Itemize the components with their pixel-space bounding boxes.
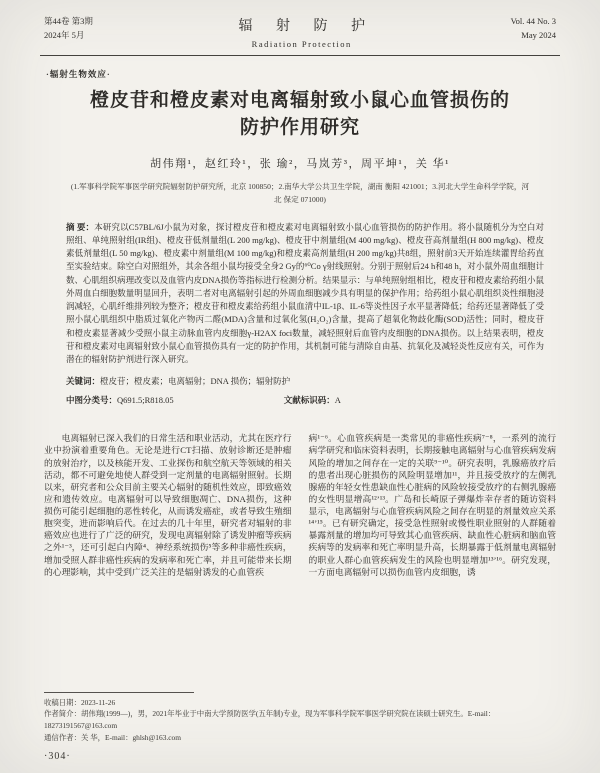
journal-title-cn: 辐 射 防 护 bbox=[238, 19, 375, 34]
header-rule bbox=[40, 55, 560, 56]
body-paragraph-left: 电离辐射已深入我们的日常生活和职业活动，尤其在医疗行业中扮演着重要角色。无论是进行CT扫描、放射诊断还是肿瘤的放射治疗，以及核能开发、工业探伤和航空航天等领域的相关活动，都不可避免地使人群受到一定剂量的电离辐射照射。长期以来，研究者和公众目前主要关心辐射的随机性效应，即致癌效应和遗传效应。电离辐射可以导致细胞凋亡、DNA损伤，这种损伤可能引起细胞的恶性转化，从而诱发癌症，或者导致生殖细胞突变，进而影响后代。在过去的几十年里，研究者对辐射的非癌效应也进行了广泛的研究，发现电离辐射除了诱发肿瘤等疾病之外¹⁻³，还可引起白内障⁴、神经系统损伤⁵等多种非癌性疾病，增加受照人群非癌性疾病的发病率和死亡率，并且可能带来长期的心理影响，其中受到广泛关注的是辐射诱发的心血管疾 bbox=[44, 433, 292, 577]
affiliations: (1.军事科学院军事医学研究院辐射防护研究所，北京 100850；2.南华大学公共卫生学院，湖南 衡阳 421001；3.河北大学生命科学学院，河北 保定 071000) bbox=[70, 181, 530, 205]
abstract-text: 本研究以C57BL/6J小鼠为对象，探讨橙皮苷和橙皮素对电离辐射致小鼠心血管损伤的防护作用。将小鼠随机分为空白对照组、单纯照射组(IR组)、橙皮苷低剂量组(L 200 mg/kg)、橙皮苷中剂量组(M 400 mg/kg)、橙皮苷高剂量组(H 800 mg/kg)、橙皮素低剂量组(L 50 mg/kg)、橙皮素中剂量组(M 100 mg/kg)和橙皮素高剂量组(H 200 mg/kg)共8组，照射前3天开始连续灌胃给药直至实验结束。除空白对照组外，其余各组小鼠均接受全身2 Gy的⁶⁰Co γ射线照射。分别于照射后24 h和48 h，对小鼠外周血细胞计数、心肌组织病理改变以及血管内皮DNA损伤等指标进行检测分析。结果显示：与单纯照射组相比，橙皮苷和橙皮素给药组小鼠外周血白细胞数量明显回升，表明二者对电离辐射引起的外周血细胞减少具有明显的保护作用；给药组小鼠心肌组织炎性细胞浸润减轻，心肌纤维排列较为整齐；橙皮苷和橙皮素给药组小鼠血清中IL-1β、IL-6等炎性因子水平显著降低；给药还显著降低了受照小鼠心肌组织中脂质过氧化产物丙二醛(MDA)含量和过氧化氢(H₂O₂)含量，提高了超氧化物歧化酶(SOD)活性；同时，橙皮苷和橙皮素显著减少受照小鼠主动脉血管内皮细胞γ-H2AX foci数量，减轻照射后血管内皮细胞的DNA损伤。以上结果表明，橙皮苷和橙皮素对电离辐射致小鼠心血管损伤具有一定的防护作用，其机制可能与清除自由基、抗氧化及减轻炎性反应有关，可作为潜在的辐射防护剂进行深入研究。 bbox=[66, 221, 544, 364]
clc-value: Q691.5;R818.05 bbox=[117, 395, 174, 406]
journal-title-en: Radiation Protection bbox=[251, 39, 352, 49]
footnote-rule bbox=[44, 692, 194, 693]
footnote-block bbox=[44, 692, 556, 765]
masthead-right bbox=[511, 14, 556, 43]
body-paragraph-right: 病¹⁻⁶。心血管疾病是一类常见的非癌性疾病⁷⁻⁸，一系列的流行病学研究和临床资料表明，长期接触电离辐射与心血管疾病发病风险的增加之间存在一定的关联⁹⁻¹⁰。研究表明，乳腺癌放疗后的患者出现心脏损伤的风险明显增加¹¹，并且接受放疗的左侧乳腺癌的年轻女性患缺血性心脏病的风险较接受放疗的右侧乳腺癌的女性明显增高¹²’¹³。广岛和长崎原子弹爆炸幸存者的随访资料显示，电离辐射与心血管疾病风险之间存在明显的剂量效应关系¹⁴’¹⁵。已有研究确定，接受急性照射或慢性职业照射的人群随着暴露剂量的增加均可导致其心血管疾病、缺血性心脏病和脑血管疾病等的发病率和死亡率明显升高，长期暴露于低剂量电离辐射的职业人群心血管疾病发生的风险也明显增加¹³’¹⁶。研究发现，一方面电离辐射可以损伤血管内皮细胞，诱 bbox=[308, 433, 556, 577]
doc-code-wrap bbox=[284, 394, 341, 406]
keywords-text: 橙皮苷；橙皮素；电离辐射；DNA 损伤；辐射防护 bbox=[100, 376, 291, 387]
journal-masthead bbox=[0, 0, 600, 49]
body-column-right bbox=[309, 432, 557, 684]
keywords-line bbox=[66, 375, 544, 387]
classification-line bbox=[66, 394, 544, 406]
received-date: 收稿日期：2023-11-26 bbox=[44, 697, 116, 707]
doc-code-label: 文献标识码： bbox=[283, 395, 335, 406]
body-column-left bbox=[44, 432, 292, 684]
date-en: May 2024 bbox=[521, 30, 556, 41]
article-title: 橙皮苷和橙皮素对电离辐射致小鼠心血管损伤的防护作用研究 bbox=[89, 90, 510, 138]
masthead-center bbox=[228, 14, 375, 49]
author-line: 胡伟翔¹，赵红玲¹，张 瑜²，马岚芳³，周平坤¹，关 华¹ bbox=[150, 157, 450, 170]
clc-label: 中图分类号： bbox=[66, 395, 118, 406]
abstract-block bbox=[66, 221, 544, 367]
corresponding-author: 通信作者：关 华，E-mail：ghlsh@163.com bbox=[44, 733, 181, 743]
section-tag: ·辐射生物效应· bbox=[46, 69, 111, 79]
doc-code-value: A bbox=[334, 395, 341, 406]
date-cn: 2024年 5月 bbox=[44, 30, 85, 41]
keywords-label: 关键词： bbox=[66, 376, 101, 387]
clc-wrap bbox=[66, 394, 174, 406]
volume-issue-en: Vol. 44 No. 3 bbox=[510, 16, 556, 26]
author-bio: 作者简介：胡伟翔(1999—)，男，2021年毕业于中南大学预防医学(五年制)专业，现为军事科学院军事医学研究院在读硕士研究生。E-mail：18273191567@163.com bbox=[44, 709, 496, 731]
body-columns bbox=[44, 432, 556, 684]
volume-issue-cn: 第44卷 第3期 bbox=[44, 16, 93, 26]
abstract-label: 摘 要： bbox=[66, 221, 95, 232]
page-number: ·304· bbox=[44, 751, 71, 762]
masthead-left bbox=[44, 14, 93, 43]
